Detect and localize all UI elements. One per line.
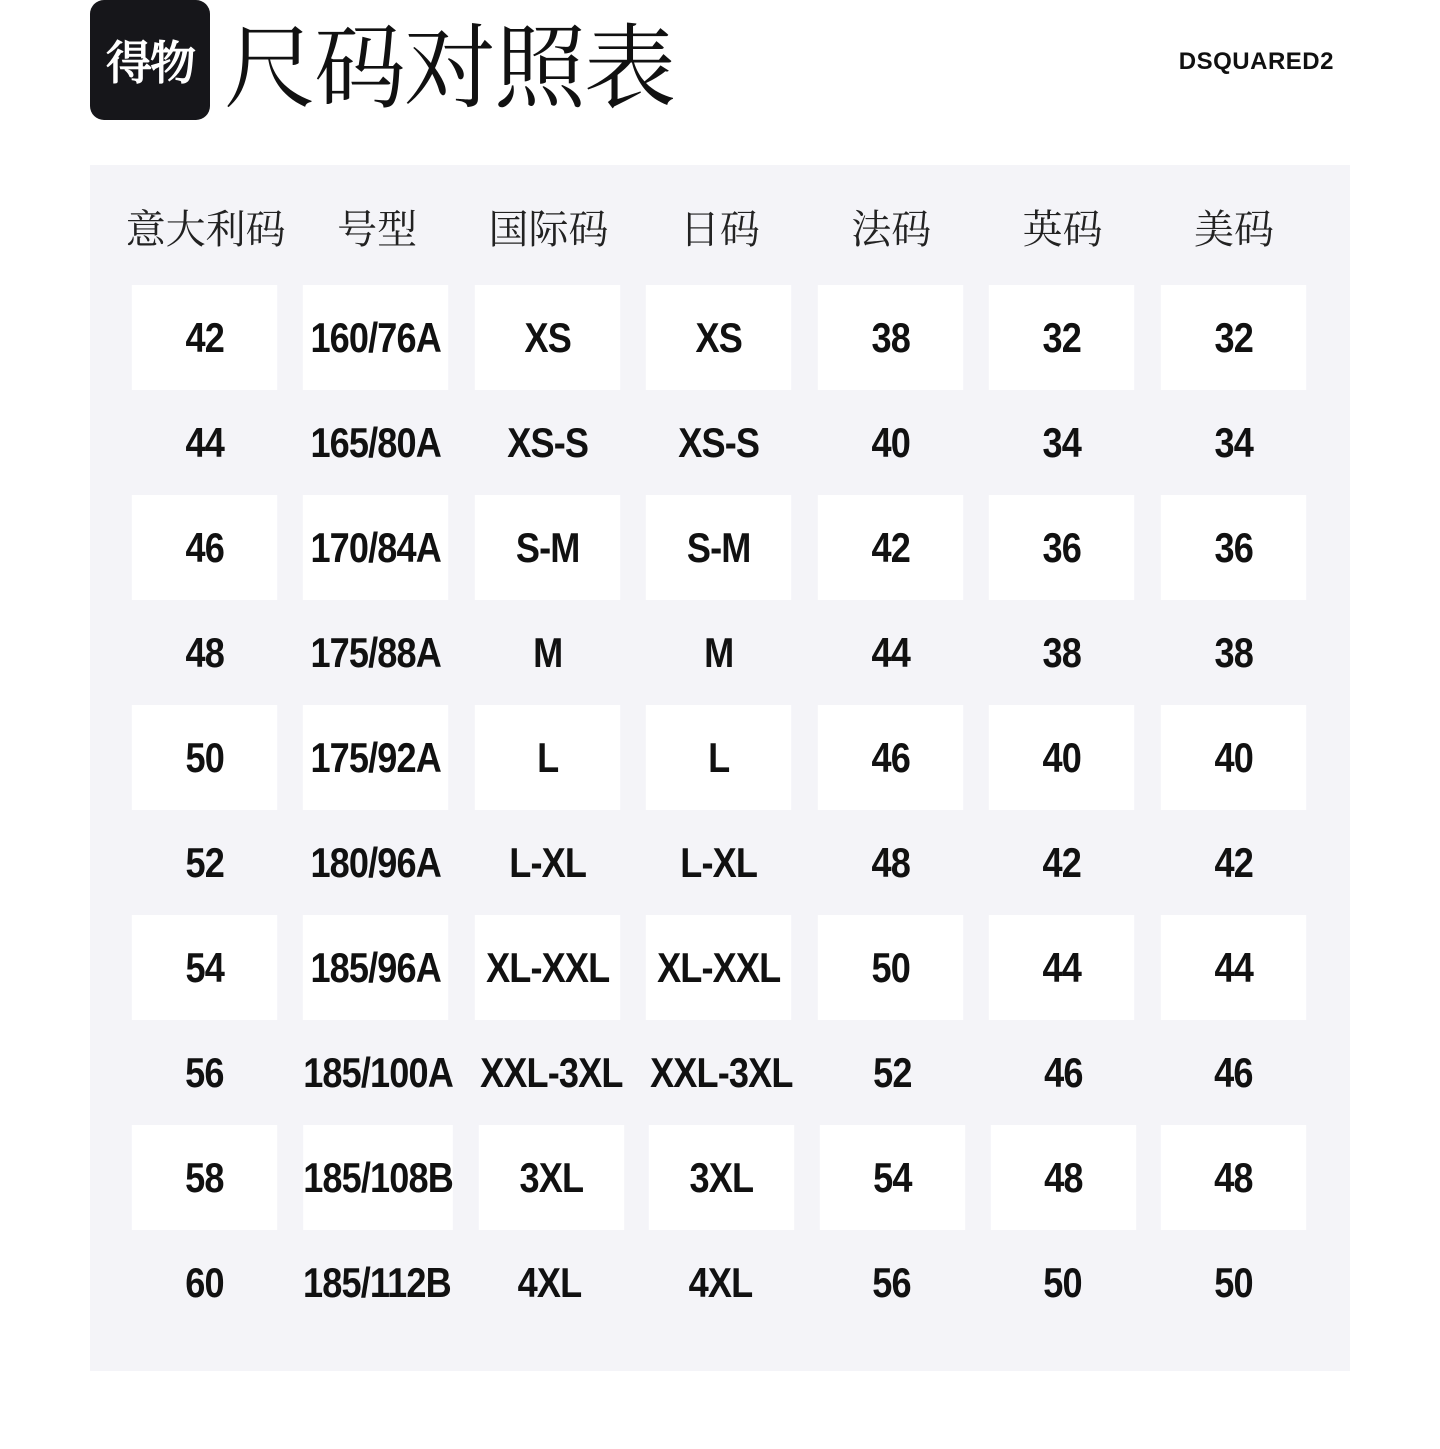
header-uk: 英码 (1022, 206, 1103, 253)
header-italy: 意大利码 (125, 206, 286, 253)
table-cell: 44 (1160, 915, 1306, 1020)
table-cell: 34 (1214, 418, 1253, 466)
table-cell: 44 (185, 418, 224, 466)
table-cell: 48 (1161, 1125, 1306, 1230)
table-cell: XXL-3XL (650, 1048, 794, 1096)
header-france: 法码 (851, 206, 932, 253)
table-cell: 40 (871, 418, 910, 466)
table-cell: 56 (872, 1258, 911, 1306)
table-cell: 165/80A (310, 418, 442, 466)
table-cell: 3XL (649, 1125, 794, 1230)
table-body (120, 285, 1318, 1335)
table-cell: 185/112B (303, 1258, 451, 1306)
table-row (120, 1020, 1318, 1125)
table-cell: 42 (1214, 838, 1253, 886)
table-cell: 38 (818, 285, 964, 390)
table-cell: XS-S (678, 418, 760, 466)
table-cell: 175/92A (303, 705, 449, 810)
table-cell: 170/84A (303, 495, 449, 600)
table-cell: 185/96A (303, 915, 449, 1020)
table-cell: 50 (132, 705, 278, 810)
logo-text: 得物 (106, 36, 194, 90)
table-cell: 50 (1043, 1258, 1082, 1306)
table-cell: L-XL (509, 838, 586, 886)
table-cell: 32 (1160, 285, 1306, 390)
table-cell: M (704, 628, 734, 676)
table-cell: 40 (1160, 705, 1306, 810)
table-row (120, 915, 1318, 1020)
brand-name: DSQUARED2 (1178, 48, 1334, 75)
table-cell: 3XL (479, 1125, 624, 1230)
table-cell: XS (646, 285, 792, 390)
table-row (120, 810, 1318, 915)
table-cell: 56 (185, 1048, 224, 1096)
table-cell: L (475, 705, 621, 810)
table-cell: M (532, 628, 563, 676)
header-international: 国际码 (488, 206, 609, 253)
table-header (120, 191, 1320, 261)
table-cell: 46 (1214, 1048, 1253, 1096)
table-cell: S-M (646, 495, 792, 600)
table-cell: 54 (820, 1125, 965, 1230)
table-row (120, 1230, 1318, 1335)
table-cell: 4XL (688, 1258, 753, 1306)
table-cell: 54 (132, 915, 278, 1020)
table-cell: 185/108B (303, 1125, 453, 1230)
table-cell: L (646, 705, 792, 810)
table-cell: 42 (818, 495, 964, 600)
table-row (120, 600, 1318, 705)
table-cell: XL-XXL (646, 915, 792, 1020)
table-cell: 58 (132, 1125, 277, 1230)
table-row (120, 285, 1318, 390)
table-row (120, 705, 1318, 810)
table-cell: 36 (1160, 495, 1306, 600)
table-cell: 50 (818, 915, 964, 1020)
table-cell: 48 (185, 628, 224, 676)
table-cell: 46 (132, 495, 278, 600)
table-cell: 34 (1042, 418, 1082, 466)
size-chart-panel (90, 165, 1350, 1371)
table-row (120, 1125, 1318, 1230)
table-cell: 48 (991, 1125, 1136, 1230)
table-cell: 42 (132, 285, 278, 390)
table-cell: 52 (873, 1048, 912, 1096)
table-cell: S-M (475, 495, 621, 600)
table-cell: 48 (871, 838, 910, 886)
table-cell: 32 (989, 285, 1135, 390)
table-cell: XL-XXL (475, 915, 621, 1020)
table-cell: 185/100A (302, 1048, 453, 1096)
table-cell: L-XL (680, 838, 758, 886)
table-row (120, 495, 1318, 600)
table-cell: 44 (871, 628, 910, 676)
table-cell: 36 (989, 495, 1135, 600)
app-logo (90, 0, 210, 120)
table-cell: 52 (185, 838, 224, 886)
page-title: 尺码对照表 (224, 15, 675, 122)
table-cell: XXL-3XL (479, 1048, 623, 1096)
table-row (120, 390, 1318, 495)
header-us: 美码 (1194, 206, 1275, 253)
table-cell: 180/96A (310, 838, 442, 886)
table-cell: 40 (989, 705, 1135, 810)
table-cell: 46 (1043, 1048, 1083, 1096)
header-size-type: 号型 (337, 206, 418, 253)
table-cell: XS (475, 285, 621, 390)
table-cell: 175/88A (310, 628, 442, 676)
table-cell: 160/76A (303, 285, 449, 390)
table-cell: 4XL (517, 1258, 582, 1306)
table-cell: XS-S (507, 418, 588, 466)
header-japan: 日码 (679, 206, 760, 253)
table-cell: 42 (1042, 838, 1082, 886)
table-cell: 38 (1042, 628, 1082, 676)
table-cell: 46 (818, 705, 964, 810)
table-cell: 50 (1214, 1258, 1253, 1306)
table-cell: 44 (989, 915, 1135, 1020)
table-cell: 38 (1214, 628, 1253, 676)
table-cell: 60 (185, 1258, 224, 1306)
